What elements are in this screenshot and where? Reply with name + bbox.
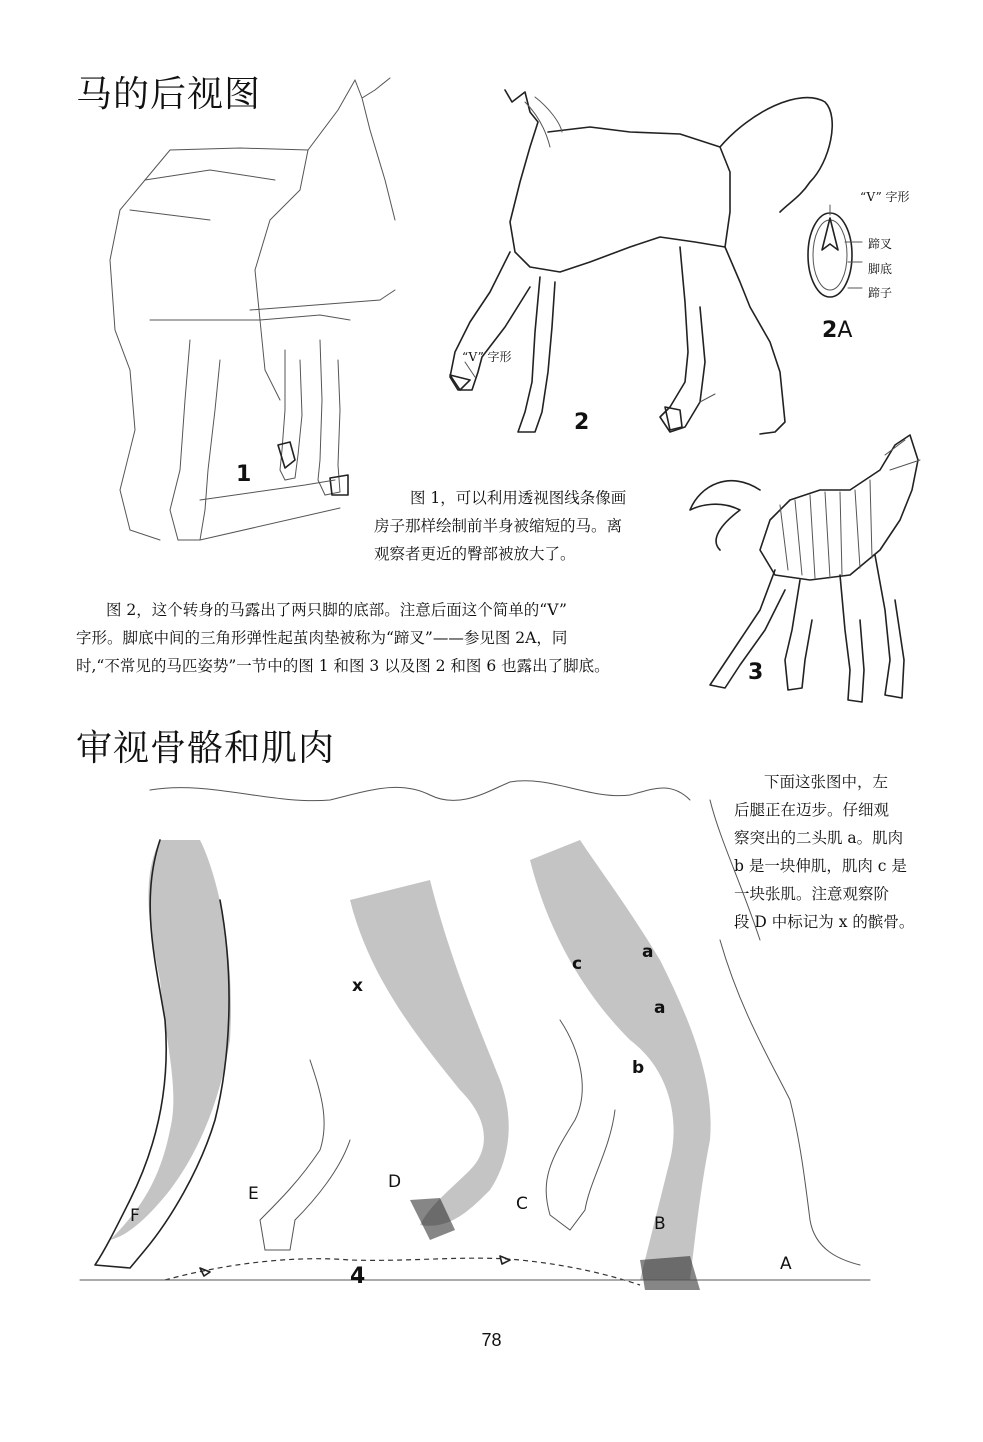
caption-line: 图 2，这个转身的马露出了两只脚的底部。注意后面这个简单的“V” xyxy=(106,601,567,619)
figure-2a-sole-label: 脚底 xyxy=(868,262,893,276)
caption-line: 时,“不常见的马匹姿势”一节中的图 1 和图 3 以及图 2 和图 6 也露出了脚底。 xyxy=(76,657,610,675)
caption-line: 房子那样绘制前半身被缩短的马。离 xyxy=(374,517,623,535)
caption-line: 字形。脚底中间的三角形弹性起茧肉垫被称为“蹄叉”——参见图 2A，同 xyxy=(76,629,568,647)
caption-figure-2 xyxy=(76,596,676,680)
caption-line: b 是一块伸肌，肌肉 c 是 xyxy=(734,857,907,875)
stage-label-f: F xyxy=(130,1206,140,1226)
caption-line: 段 D 中标记为 x 的髌骨。 xyxy=(734,913,915,931)
stage-label-a: A xyxy=(780,1254,792,1274)
figure-2a-label-letter: A xyxy=(837,318,853,343)
muscle-label-a-upper: a xyxy=(642,942,654,962)
figure-2-v-shape-note: “V” 字形 xyxy=(462,350,512,364)
figure-1-horse-rear-sketch xyxy=(90,70,420,590)
caption-line: 察突出的二头肌 a。肌肉 xyxy=(734,829,904,847)
figure-2a-hoof-label: 蹄子 xyxy=(868,286,893,300)
muscle-label-x: x xyxy=(352,976,363,996)
section-title-bones-muscles: 审视骨骼和肌肉 xyxy=(76,728,336,769)
caption-line: 观察者更近的臀部被放大了。 xyxy=(374,545,576,563)
figure-2a-v-shape-note: “V” 字形 xyxy=(860,190,910,204)
stage-label-d: D xyxy=(388,1172,402,1192)
figure-2a-label-number: 2 xyxy=(822,318,838,343)
stage-label-c: C xyxy=(516,1194,528,1214)
stage-label-b: B xyxy=(654,1214,666,1234)
muscle-label-a-lower: a xyxy=(654,998,666,1018)
caption-line: 一块张肌。注意观察阶 xyxy=(734,885,890,903)
stage-label-e: E xyxy=(248,1184,259,1204)
figure-4-hind-leg-sequence xyxy=(70,760,870,1320)
caption-line: 下面这张图中，左 xyxy=(764,773,889,791)
muscle-label-b: b xyxy=(632,1058,645,1078)
figure-2-label: 2 xyxy=(574,410,590,435)
figure-2a-hoof-sole xyxy=(800,200,870,310)
figure-4-label: 4 xyxy=(350,1264,366,1289)
section-title-rear-view: 马的后视图 xyxy=(76,74,262,115)
figure-2a-frog-label: 蹄叉 xyxy=(868,237,893,251)
muscle-label-c: c xyxy=(572,954,583,974)
figure-2-horse-turning xyxy=(430,72,853,452)
figure-3-muscular-horse xyxy=(680,430,940,720)
caption-line: 后腿正在迈步。仔细观 xyxy=(734,801,890,819)
page-number: 78 xyxy=(481,1330,502,1350)
figure-3-label: 3 xyxy=(748,660,764,685)
caption-line: 图 1，可以利用透视图线条像画 xyxy=(410,489,627,507)
figure-2a-label xyxy=(822,318,852,343)
figure-1-label: 1 xyxy=(236,462,252,487)
caption-figure-1 xyxy=(374,484,674,568)
